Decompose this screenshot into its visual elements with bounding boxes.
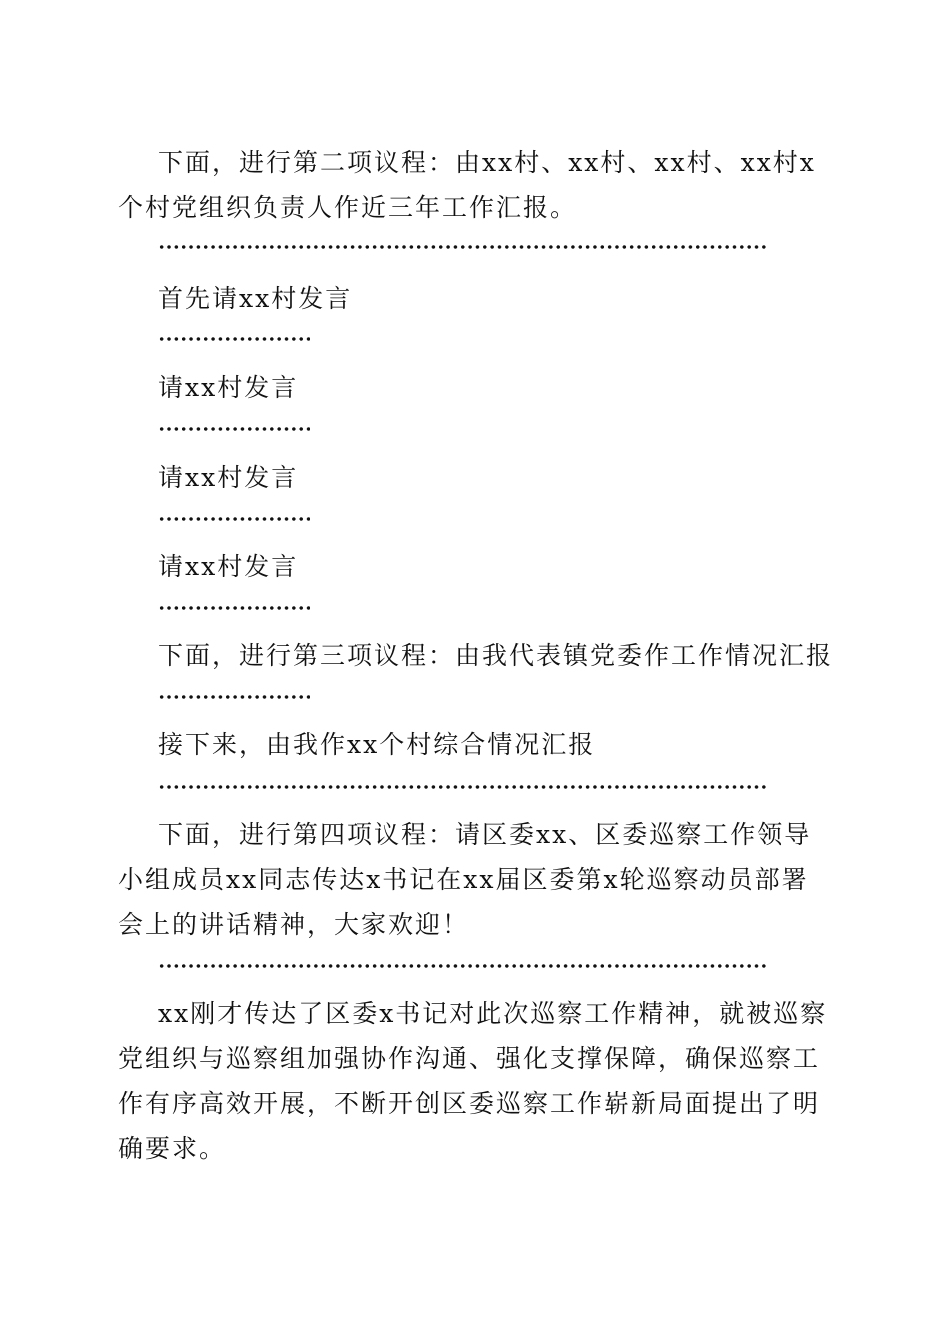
ellipsis-line [158,333,310,345]
paragraph-agenda-item-2: 下面，进行第二项议程：由xx村、xx村、xx村、xx村x个村党组织负责人作近三年工作汇报。 [118,148,816,222]
paragraph-fourth-speaker: 请xx村发言 [158,552,299,581]
ellipsis-line [158,691,310,703]
ellipsis-line [158,960,768,972]
paragraph-village-report: 接下来，由我作xx个村综合情况汇报 [158,730,596,759]
paragraph-closing-remarks: xx刚才传达了区委x书记对此次巡察工作精神，就被巡察党组织与巡察组加强协作沟通、强化支撑保障，确保巡察工作有序高效开展，不断开创区委巡察工作崭新局面提出了明确要求。 [118,999,828,1163]
ellipsis-line [158,602,310,614]
ellipsis-line [158,513,310,525]
paragraph-third-speaker: 请xx村发言 [158,463,299,492]
paragraph-agenda-item-4: 下面，进行第四项议程：请区委xx、区委巡察工作领导小组成员xx同志传达x书记在xx届区委第x轮巡察动员部署会上的讲话精神，大家欢迎！ [118,820,812,939]
ellipsis-line [158,241,768,253]
paragraph-first-speaker: 首先请xx村发言 [158,284,353,313]
ellipsis-line [158,781,768,793]
paragraph-second-speaker: 请xx村发言 [158,373,299,402]
paragraph-agenda-item-3: 下面，进行第三项议程：由我代表镇党委作工作情况汇报 [158,641,834,670]
ellipsis-line [158,423,310,435]
